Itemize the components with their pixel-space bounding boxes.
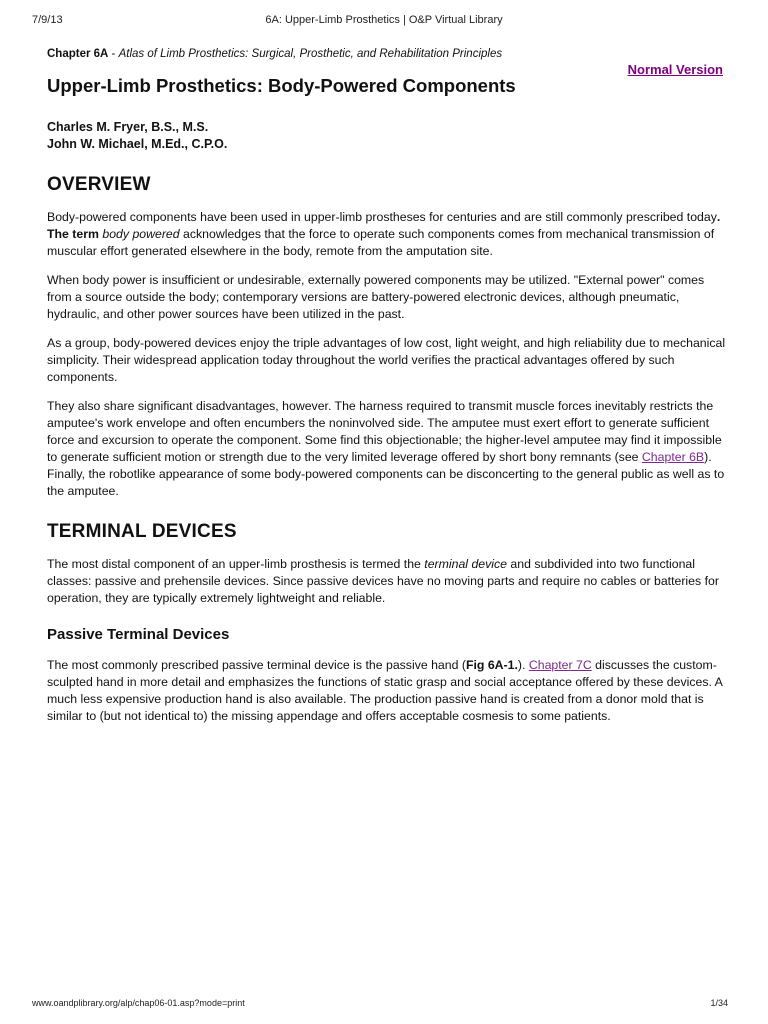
text-run: The most distal component of an upper-limb prosthesis is termed the: [47, 557, 425, 571]
text-run: acknowledges that the force to operate such components comes from mechanical transmission of muscular effort generated elsewhere in the body, remote from the amputation site.: [47, 227, 715, 258]
chapter-line: [47, 46, 727, 62]
passive-terminal-devices-paragraph-1: [47, 657, 727, 725]
print-date: 7/9/13: [32, 14, 63, 26]
author-1: Charles M. Fryer, B.S., M.S.: [47, 120, 209, 134]
text-run: ). Finally, the robotlike appearance of some body-powered components can be disconcerting to the general public as well as to the amputee.: [47, 450, 725, 498]
author-2: John W. Michael, M.Ed., C.P.O.: [47, 137, 228, 151]
overview-paragraph-1: [47, 209, 727, 260]
figure-reference: Fig 6A-1.: [465, 658, 518, 672]
text-run: The most commonly prescribed passive terminal device is the passive hand (: [47, 658, 466, 672]
overview-paragraph-2: When body power is insufficient or undesirable, externally powered components may be utilized. "External power" comes from a source outside the body; contemporary versions are battery-powered electronic devices, although pneumatic, hydraulic, and other power sources have been utilized in the past.: [47, 273, 705, 321]
chapter-6b-link[interactable]: Chapter 6B: [641, 450, 705, 464]
overview-paragraph-3: As a group, body-powered devices enjoy the triple advantages of low cost, light weight, and high reliability due to mechanical simplicity. Their widespread application today throughout the world verifies the practical advantages offered by such components.: [47, 336, 726, 384]
print-footer: [32, 998, 728, 1012]
normal-version-link[interactable]: Normal Version: [627, 62, 723, 77]
overview-paragraph-4: [47, 398, 727, 500]
text-run: discusses the custom-sculpted hand in more detail and emphasizes the functions of static grasp and social acceptance offered by these devices. A much less expensive production hand is also available. The production passive hand is created from a donor mold that is similar to (but not identical to) the missing appendage and offers acceptable cosmesis to some patients.: [47, 658, 723, 723]
chapter-7c-link[interactable]: Chapter 7C: [528, 658, 592, 672]
text-run: Body-powered components have been used in upper-limb prostheses for centuries and are still commonly prescribed today: [47, 210, 717, 224]
chapter-separator: -: [108, 48, 119, 60]
print-header: [24, 14, 744, 30]
page-number: 1/34: [710, 998, 728, 1008]
chapter-number: Chapter 6A: [47, 48, 109, 60]
emphasis-text: terminal device: [424, 557, 507, 571]
article-content: [47, 46, 727, 737]
authors: [47, 119, 727, 153]
overview-heading: OVERVIEW: [47, 174, 151, 195]
terminal-devices-paragraph-1: [47, 556, 727, 607]
emphasis-text: body powered: [102, 227, 180, 241]
text-run: and subdivided into two functional classes: passive and prehensile devices. Since passive devices have no moving parts and require no cables or batteries for operation, they are typically extremely lightweight and reliable.: [47, 557, 719, 605]
atlas-title: Atlas of Limb Prosthetics: Surgical, Prosthetic, and Rehabilitation Principles: [118, 48, 503, 60]
text-run: They also share significant disadvantages, however. The harness required to transmit muscle forces inevitably restricts the amputee's work envelope and often encumbers the noninvolved side. The amputee must exert effort to generate sufficient force and excursion to operate the component. Some find this objectionable; the higher-level amputee may find it impossible to generate sufficient motion or strength due to the very limited leverage offered by short bony remnants (see: [47, 399, 722, 464]
text-run: . The term: [47, 210, 721, 241]
passive-terminal-devices-heading: Passive Terminal Devices: [47, 626, 230, 643]
text-run: ).: [517, 658, 529, 672]
page-title: Upper-Limb Prosthetics: Body-Powered Components: [47, 75, 516, 96]
terminal-devices-heading: TERMINAL DEVICES: [47, 521, 237, 542]
print-document-title: 6A: Upper-Limb Prosthetics | O&P Virtual Library: [265, 14, 503, 26]
print-url: www.oandplibrary.org/alp/chap06-01.asp?mode=print: [32, 998, 245, 1008]
